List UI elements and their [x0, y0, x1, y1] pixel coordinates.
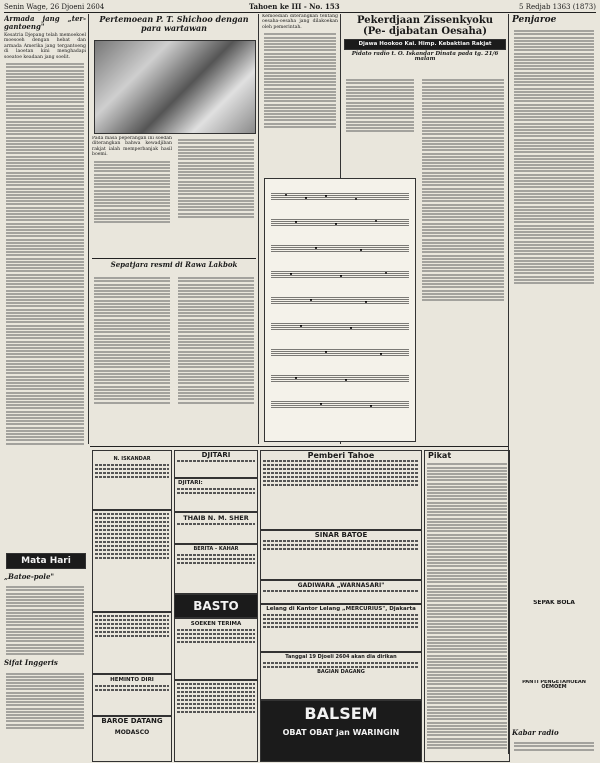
article-sifat-title: Sifat Inggeris [4, 658, 58, 668]
article-batoe-title: „Batoe-pole" [4, 572, 55, 581]
ad-berita-kahar [174, 544, 258, 594]
ad-block-3 [92, 612, 172, 674]
ad-pikat [424, 450, 510, 762]
music-score [264, 178, 416, 442]
ad-thaib-title: THAIB N. M. SHER [183, 514, 249, 522]
article-batoe-pole [4, 572, 86, 762]
ad-obat-title: OBAT OBAT jan WARINGIN [282, 728, 400, 737]
ad-tanggal-title: Tanggal 19 Djoeli 2604 akan dia dirikan [285, 654, 397, 660]
article-zissenkyoku-body-left [344, 76, 416, 176]
ad-sinar-batoe [260, 530, 422, 580]
ad-heminto-title: HEMINTO DIRI [110, 677, 154, 683]
article-zissenkyoku-body [420, 76, 506, 444]
ad-dagang-title: BAGIAN DAGANG [317, 669, 365, 676]
column-rule [258, 14, 259, 444]
ad-basto: BASTO [174, 594, 258, 618]
ad-soeken-title: SOEKEN TERIMA [190, 621, 242, 627]
ad-djitari-title: DJITARI [201, 451, 231, 459]
article-pertemoean-body-2 [176, 136, 256, 256]
masthead-issue: Tahoen ke III - No. 153 [249, 2, 340, 11]
article-penjaroe [512, 14, 596, 434]
news-photo [94, 40, 256, 134]
article-zissenkyoku-subtitle2: Pidato radio t. O. Iskandar Dinata pada tg. 21/6 malam [351, 51, 499, 63]
ad-gadiwara-title: GADIWARA „WARNASARI" [297, 582, 385, 589]
article-armada [4, 14, 86, 534]
ad-sinar-title: SINAR BATOE [314, 531, 368, 539]
ad-gadiwara [260, 580, 422, 604]
masthead-date: Senin Wage, 26 Djoeni 2604 [4, 3, 105, 11]
ad-baroe-datang [92, 716, 172, 762]
article-rawa-lakbok-body-2 [176, 274, 256, 444]
ad-modasco: MODASCO [114, 729, 150, 737]
ad-tanggal [260, 652, 422, 700]
article-armada-body: Kesatria Djepang telah memoekoel moesoeh dengan hebat dan armada Amerika jang tergantoeng di laoetan kini menghadapi soeatoe keadaan jang soelit. [4, 33, 86, 60]
article-rawa-lakbok-title: Sepatjara resmi di Rawa Lakbok [110, 260, 238, 269]
article-col3-text: Kemoedian diterangkan tentang oesaha-oesaha jang dilakoekan oleh pemerintah. [262, 14, 338, 30]
masthead [4, 2, 596, 13]
article-pertemoean-head [92, 14, 256, 38]
kabar-radio-title: Kabar radio [512, 728, 559, 737]
article-pertemoean-text: Pada masa peperangan ini soedah diterangkan bahwa kewadjiban rakjat ialah memperbanjak hasil boemi. [92, 136, 172, 158]
masthead-hijri-date: 5 Redjab 1363 (1873) [519, 3, 596, 11]
article-zissenkyoku-subtitle: Djawa Hookoo Kai. Himp. Kebaktian Rakjat [344, 39, 506, 50]
ad-balsem [260, 700, 422, 762]
ad-djitari-2 [174, 478, 258, 512]
article-penjaroe-title: Penjaroe [512, 15, 557, 25]
ad-soeken-terima [174, 618, 258, 680]
column-rule [88, 14, 89, 444]
ad-pemberi-tahoe [260, 450, 422, 530]
ad-iskandar [92, 450, 172, 510]
article-rawa-lakbok-head [92, 260, 256, 272]
article-body-lines [4, 60, 86, 448]
sepak-bola-title: SEPAK BOLA [533, 600, 575, 606]
sepak-bola-head [512, 600, 596, 614]
ad-lelang-title: Lelang di Kantor Lelang „MERCURIUS", Djakarta [266, 606, 416, 612]
mata-hari-banner: Mata Hari [6, 553, 86, 569]
article-zissenkyoku-head [344, 14, 506, 74]
ad-balsem-title: BALSEM [304, 704, 378, 723]
ad-thaib [174, 512, 258, 544]
article-zissenkyoku-title: Pekerdjaan Zissenkyoku (Pe- djabatan Oesaha) [356, 15, 494, 37]
ad-lelang [260, 604, 422, 652]
ad-berita-title: BERITA - KAHAR [193, 546, 239, 552]
ad-iskandar-name: N. ISKANDAR [113, 456, 151, 462]
ad-baroe-title: BAROE DATANG [101, 717, 163, 725]
ad-pikat-title: Pikat [428, 451, 452, 460]
article-pertemoean-title: Pertemoean P. T. Shichoo dengan para wartawan [99, 14, 249, 33]
article-pertemoean-body [92, 136, 172, 256]
ad-block-col2-bottom [174, 680, 258, 762]
ad-pemberi-title: Pemberi Tahoe [307, 451, 375, 460]
ad-heminto-diri [92, 674, 172, 716]
ad-djitari2-title: DJITARI: [178, 480, 203, 486]
panti-head [512, 680, 596, 700]
article-rawa-lakbok-body [92, 274, 172, 444]
ad-djitari [174, 450, 258, 478]
panti-title: PANTI PENGETAHOEAN OEMOEM [522, 680, 586, 691]
kabar-radio [512, 728, 596, 758]
article-armada-title: Armada jang „ter- gantoeng" [4, 14, 86, 31]
ad-block-2 [92, 510, 172, 612]
